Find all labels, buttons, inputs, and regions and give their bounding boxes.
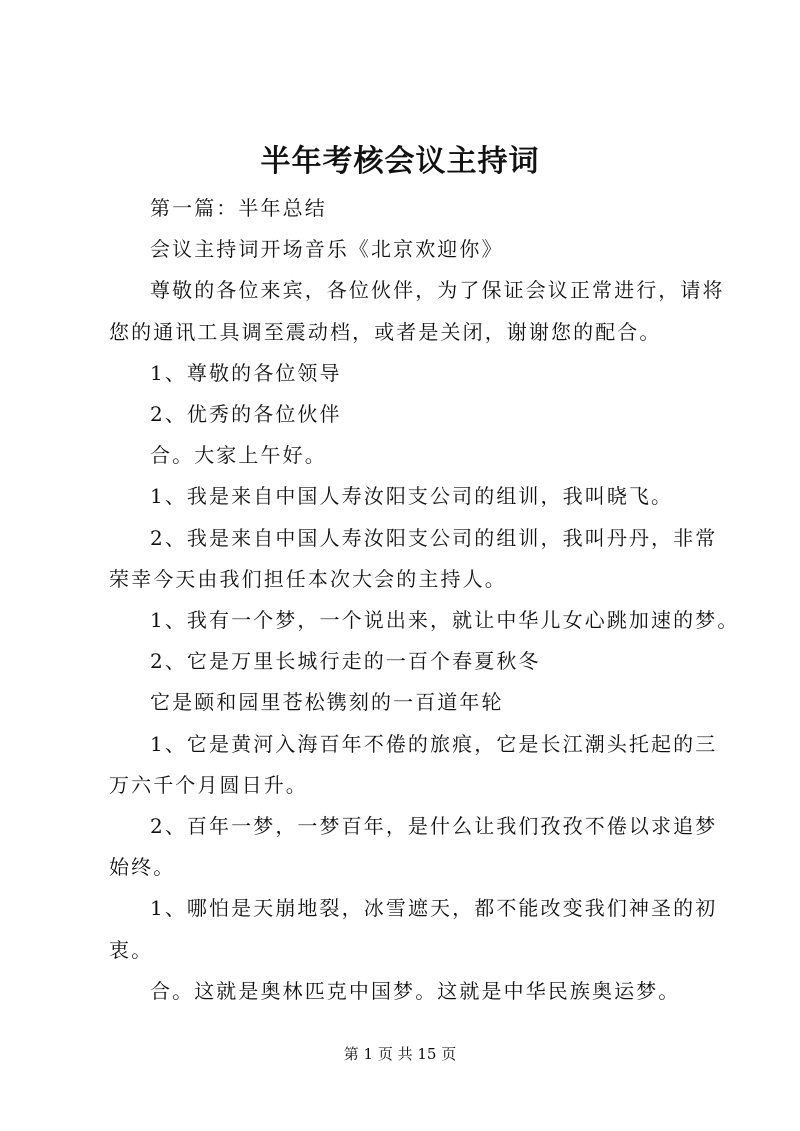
paragraph-line: 2、我是来自中国人寿汝阳支公司的组训，我叫丹丹，非常 (150, 525, 718, 550)
paragraph-line: 衷。 (109, 937, 154, 962)
paragraph-line: 万六千个月圆日升。 (109, 772, 308, 797)
paragraph-line: 2、百年一梦，一梦百年，是什么让我们孜孜不倦以求追梦 (150, 814, 718, 839)
paragraph (109, 394, 709, 435)
paragraph-line: 1、尊敬的各位领导 (150, 360, 342, 385)
paragraph-line: 合。大家上午好。 (150, 443, 327, 468)
paragraph-line: 1、我有一个梦，一个说出来，就让中华儿女心跳加速的梦。 (150, 608, 740, 633)
paragraph-line: 合。这就是奥林匹克中国梦。这就是中华民族奥运梦。 (150, 978, 681, 1003)
paragraph (109, 518, 718, 600)
paragraph-line: 您的通讯工具调至震动档，或者是关闭，谢谢您的配合。 (109, 319, 662, 344)
paragraph (109, 641, 709, 682)
paragraph (109, 476, 709, 517)
paragraph (109, 270, 725, 352)
paragraph (109, 353, 709, 394)
paragraph-line: 1、哪怕是天崩地裂，冰雪遮天，都不能改变我们神圣的初 (150, 896, 718, 921)
paragraph-line: 2、优秀的各位伙伴 (150, 402, 342, 427)
paragraph-line: 始终。 (109, 855, 176, 880)
paragraph-line: 第一篇：半年总结 (150, 196, 327, 220)
document-title: 半年考核会议主持词 (260, 144, 540, 179)
paragraph (109, 724, 718, 806)
paragraph (109, 229, 709, 270)
paragraph (109, 806, 718, 888)
paragraph-line: 会议主持词开场音乐《北京欢迎你》 (150, 237, 504, 262)
paragraph (109, 600, 740, 641)
paragraph (109, 971, 709, 1012)
paragraph-line: 2、它是万里长城行走的一百个春夏秋冬 (150, 649, 541, 674)
paragraph (109, 188, 709, 229)
paragraph-line: 它是颐和园里苍松镌刻的一百道年轮 (150, 690, 504, 715)
paragraph-line: 荣幸今天由我们担任本次大会的主持人。 (109, 566, 507, 591)
paragraph-line: 1、我是来自中国人寿汝阳支公司的组训，我叫晓飞。 (150, 484, 674, 509)
document-body (109, 188, 740, 1012)
paragraph-line: 1、它是黄河入海百年不倦的旅痕，它是长江潮头托起的三 (150, 731, 718, 756)
page-number-footer: 第 1 页 共 15 页 (343, 1045, 457, 1063)
paragraph (109, 682, 709, 723)
paragraph-line: 尊敬的各位来宾，各位伙伴，为了保证会议正常进行，请将 (150, 278, 725, 303)
paragraph (109, 435, 709, 476)
paragraph (109, 888, 718, 970)
